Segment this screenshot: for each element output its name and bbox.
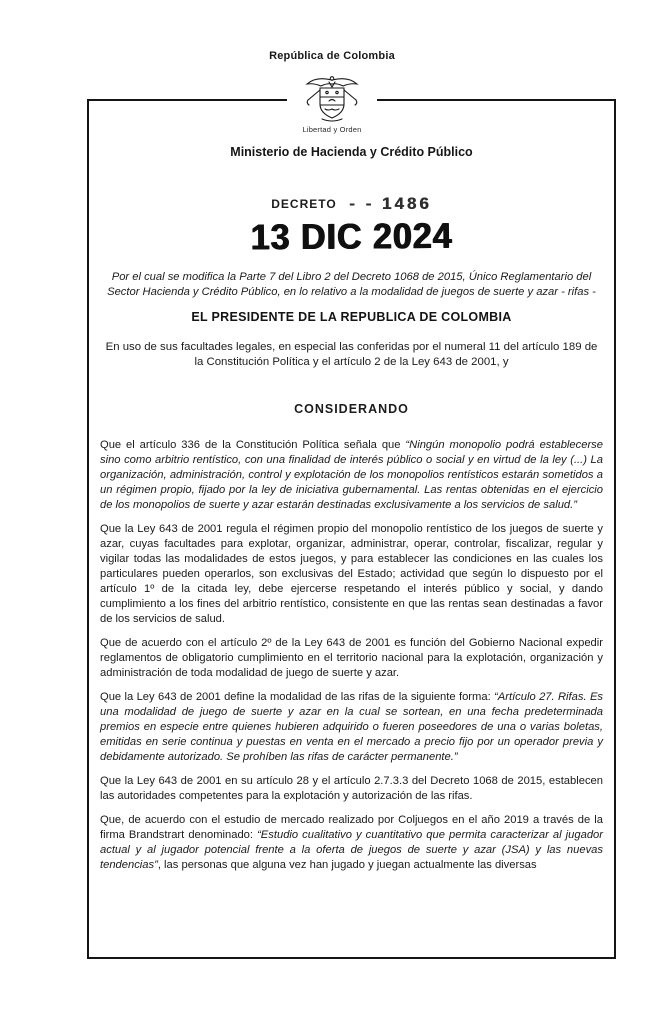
paragraph-text: Que el artículo 336 de la Constitución Política señala que bbox=[100, 439, 406, 451]
coat-of-arms bbox=[287, 74, 377, 134]
paragraph-quote: “Artículo 27. Rifas. Es una modalidad de juego de suerte y azar en la cual se sortean, en una fecha predeterminada premios en especie entre quienes hubieren adquirido o fueren poseedores de una o varias boletas, emitidas en serie continua y puestas en venta en el mercado a precio fijo por un operador previa y debidamente autorizado. Se prohíben las rifas de carácter permanente.” bbox=[100, 691, 603, 763]
considering-paragraph-1 bbox=[100, 438, 603, 513]
considering-paragraph-4 bbox=[100, 690, 603, 765]
paragraph-text: Que, de acuerdo con el estudio de mercado realizado por Coljuegos en el año 2019 a través de la firma Brandstrart denominado: bbox=[100, 814, 603, 841]
paragraph-quote: “Ningún monopolio podrá establecerse sino como arbitrio rentístico, con una finalidad de interés público o social y en virtud de la ley (...) La organización, administración, control y explotación de los monopolios rentísticos estarán sometidos a un régimen propio, fijado por la ley de iniciativa gubernamental. Las rentas obtenidas en el ejercicio de los monopolios de suerte y azar estarán destinadas exclusivamente a los servicios de salud.” bbox=[100, 439, 603, 511]
paragraph-text: Que la Ley 643 de 2001 define la modalidad de las rifas de la siguiente forma: bbox=[100, 691, 495, 703]
paragraph-text: Que la Ley 643 de 2001 regula el régimen propio del monopolio rentístico de los juegos de suerte y azar, cuyas facultades para explotar, organizar, administrar, operar, controlar, fiscalizar, regular y vigilar todas las modalidades de estos juegos, y para establecer las condiciones en las cuales los particulares pueden operarlos, son exclusivas del Estado; actividad que según lo dispuesto por el artículo 1º de la citada ley, debe ejercerse respetando el interés público y social, y dando cumplimiento a los fines del arbitrio rentístico, consistente en que las rentas sean destinadas a favor de los servicios de salud. bbox=[100, 523, 603, 625]
paragraph-quote: “Estudio cualitativo y cuantitativo que permita caracterizar al jugador actual y al jugador potencial frente a la oferta de juegos de suerte y azar (JSA) y las nuevas tendencias” bbox=[100, 829, 603, 871]
date-stamp: 13 DIC 2024 bbox=[250, 216, 453, 258]
considering-paragraph-5 bbox=[100, 774, 603, 804]
ministry-title: Ministerio de Hacienda y Crédito Público bbox=[230, 145, 473, 159]
considering-paragraph-6 bbox=[100, 813, 603, 873]
considering-heading: CONSIDERANDO bbox=[294, 402, 409, 416]
decree-epigraph: Por el cual se modifica la Parte 7 del Libro 2 del Decreto 1068 de 2015, Único Reglamentario del Sector Hacienda y Crédito Público, en lo relativo a la modalidad de juegos de suerte y azar - rifas - bbox=[107, 271, 596, 298]
considering-paragraph-2 bbox=[100, 522, 603, 627]
decree-label: DECRETO bbox=[271, 197, 337, 211]
powers-clause: En uso de sus facultades legales, en especial las conferidas por el numeral 11 del artículo 189 de la Constitución Política y el artículo 2 de la Ley 643 de 2001, y bbox=[105, 341, 598, 368]
paragraph-text: Que la Ley 643 de 2001 en su artículo 28 y el artículo 2.7.3.3 del Decreto 1068 de 2015, establecen las autoridades competentes para la explotación y autorización de las rifas. bbox=[100, 775, 603, 802]
considering-paragraph-3 bbox=[100, 636, 603, 681]
president-heading: EL PRESIDENTE DE LA REPUBLICA DE COLOMBIA bbox=[191, 310, 512, 324]
paragraph-text: Que de acuerdo con el artículo 2º de la Ley 643 de 2001 es función del Gobierno Nacional expedir reglamentos de obligatorio cumplimiento en el territorio nacional para la explotación, organización y administración de toda modalidad de juego de suerte y azar. bbox=[100, 637, 603, 679]
decree-number-line bbox=[100, 194, 603, 214]
page-border-frame bbox=[87, 99, 616, 959]
emblem-caption: Libertad y Orden bbox=[302, 125, 362, 134]
republic-label: República de Colombia bbox=[269, 50, 395, 62]
decree-number-stamp: - - 1486 bbox=[349, 194, 432, 213]
paragraph-text: , las personas que alguna vez han jugado y juegan actualmente las diversas bbox=[157, 859, 537, 871]
coat-of-arms-icon bbox=[296, 74, 368, 124]
